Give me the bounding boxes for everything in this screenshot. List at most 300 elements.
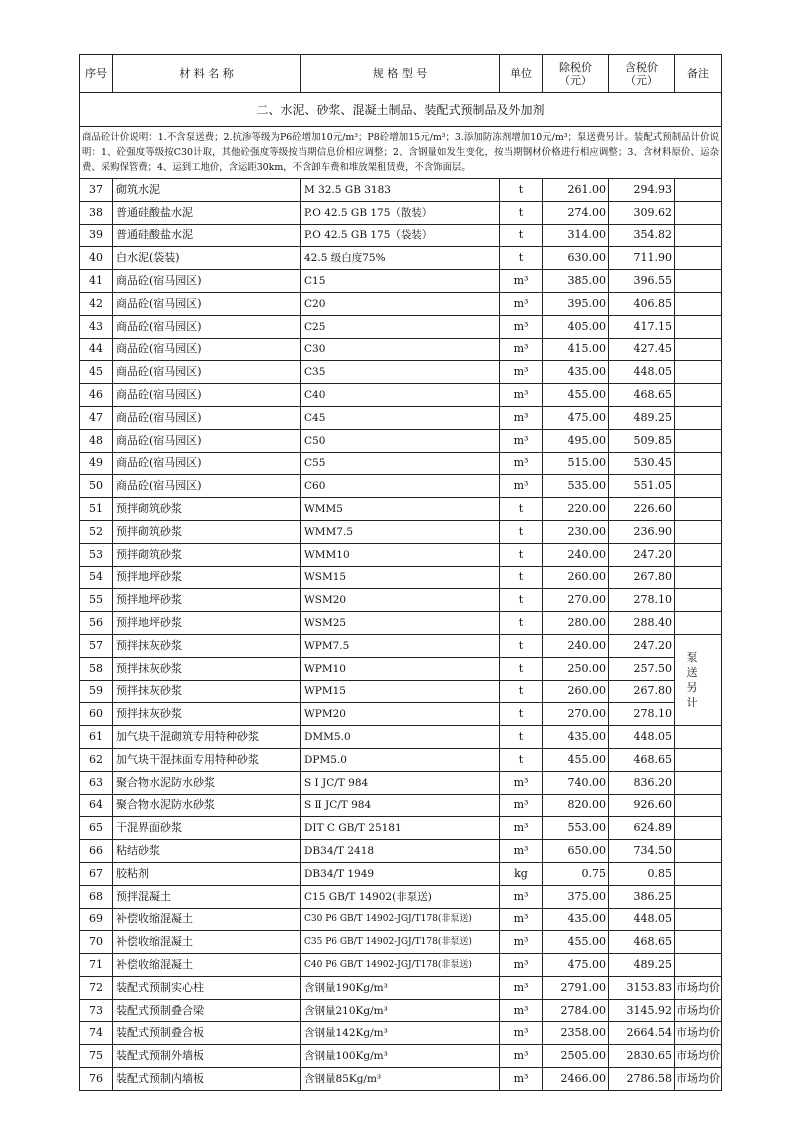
row-price-in-tax: 417.15: [609, 315, 675, 338]
row-unit: t: [500, 179, 543, 202]
row-name: 装配式预制叠合板: [113, 1022, 301, 1045]
table-row: [80, 794, 722, 817]
header-no: 序号: [80, 55, 113, 93]
row-no: 66: [80, 840, 113, 863]
row-unit: t: [500, 612, 543, 635]
row-spec: WMM5: [301, 498, 500, 521]
row-no: 64: [80, 794, 113, 817]
row-price-ex-tax: 415.00: [543, 338, 609, 361]
row-price-in-tax: 509.85: [609, 429, 675, 452]
table-row: [80, 840, 722, 863]
row-spec: C30: [301, 338, 500, 361]
row-remark: 市场均价: [675, 1045, 722, 1068]
table-row: [80, 589, 722, 612]
row-spec: WMM10: [301, 543, 500, 566]
table-row: [80, 543, 722, 566]
row-price-in-tax: 247.20: [609, 543, 675, 566]
row-unit: m³: [500, 1022, 543, 1045]
row-unit: m³: [500, 908, 543, 931]
row-name: 商品砼(宿马园区): [113, 452, 301, 475]
row-price-ex-tax: 515.00: [543, 452, 609, 475]
row-unit: kg: [500, 862, 543, 885]
row-name: 商品砼(宿马园区): [113, 429, 301, 452]
row-price-in-tax: 386.25: [609, 885, 675, 908]
table-row: [80, 406, 722, 429]
row-price-in-tax: 448.05: [609, 908, 675, 931]
row-price-in-tax: 406.85: [609, 292, 675, 315]
row-price-in-tax: 448.05: [609, 361, 675, 384]
row-no: 42: [80, 292, 113, 315]
row-remark: [675, 885, 722, 908]
row-spec: P.O 42.5 GB 175（袋装）: [301, 224, 500, 247]
row-remark: [675, 748, 722, 771]
row-no: 67: [80, 862, 113, 885]
row-name: 预拌抹灰砂浆: [113, 634, 301, 657]
row-spec: C35 P6 GB/T 14902-JGJ/T178(非泵送): [301, 931, 500, 954]
row-no: 73: [80, 999, 113, 1022]
row-name: 商品砼(宿马园区): [113, 406, 301, 429]
row-no: 75: [80, 1045, 113, 1068]
row-spec: S Ⅱ JC/T 984: [301, 794, 500, 817]
table-row: [80, 315, 722, 338]
row-unit: m³: [500, 315, 543, 338]
row-spec: 含钢量142Kg/m³: [301, 1022, 500, 1045]
row-price-in-tax: 267.80: [609, 566, 675, 589]
row-price-ex-tax: 435.00: [543, 908, 609, 931]
row-price-ex-tax: 455.00: [543, 931, 609, 954]
table-row: [80, 452, 722, 475]
table-row: [80, 201, 722, 224]
row-price-ex-tax: 314.00: [543, 224, 609, 247]
row-price-ex-tax: 435.00: [543, 726, 609, 749]
row-no: 56: [80, 612, 113, 635]
row-no: 72: [80, 976, 113, 999]
row-name: 粘结砂浆: [113, 840, 301, 863]
table-row: [80, 475, 722, 498]
row-no: 37: [80, 179, 113, 202]
table-row: [80, 931, 722, 954]
row-remark: [675, 475, 722, 498]
row-spec: C60: [301, 475, 500, 498]
table-row: [80, 885, 722, 908]
row-remark: [675, 817, 722, 840]
row-spec: DIT C GB/T 25181: [301, 817, 500, 840]
table-row: [80, 954, 722, 977]
row-price-in-tax: 468.65: [609, 384, 675, 407]
row-no: 45: [80, 361, 113, 384]
row-price-ex-tax: 395.00: [543, 292, 609, 315]
row-spec: WMM7.5: [301, 520, 500, 543]
row-remark: [675, 406, 722, 429]
table-row: [80, 999, 722, 1022]
header-remark: 备注: [675, 55, 722, 93]
row-price-ex-tax: 270.00: [543, 589, 609, 612]
row-price-in-tax: 551.05: [609, 475, 675, 498]
row-unit: t: [500, 726, 543, 749]
pricing-note-row: [80, 127, 722, 179]
row-price-ex-tax: 270.00: [543, 703, 609, 726]
row-spec: WSM15: [301, 566, 500, 589]
row-price-ex-tax: 260.00: [543, 680, 609, 703]
row-name: 装配式预制叠合梁: [113, 999, 301, 1022]
row-price-ex-tax: 240.00: [543, 543, 609, 566]
row-price-ex-tax: 820.00: [543, 794, 609, 817]
row-price-in-tax: 530.45: [609, 452, 675, 475]
row-price-in-tax: 0.85: [609, 862, 675, 885]
row-unit: t: [500, 748, 543, 771]
row-name: 商品砼(宿马园区): [113, 315, 301, 338]
row-no: 39: [80, 224, 113, 247]
row-unit: m³: [500, 771, 543, 794]
section-title-row: [80, 93, 722, 127]
row-no: 49: [80, 452, 113, 475]
row-name: 胶粘剂: [113, 862, 301, 885]
row-unit: m³: [500, 976, 543, 999]
row-price-ex-tax: 2466.00: [543, 1068, 609, 1091]
row-no: 55: [80, 589, 113, 612]
row-spec: DMM5.0: [301, 726, 500, 749]
row-name: 补偿收缩混凝土: [113, 908, 301, 931]
row-no: 47: [80, 406, 113, 429]
table-row: [80, 976, 722, 999]
row-spec: C40 P6 GB/T 14902-JGJ/T178(非泵送): [301, 954, 500, 977]
row-remark: [675, 520, 722, 543]
row-spec: C15: [301, 270, 500, 293]
table-body: [80, 179, 722, 1091]
table-row: [80, 361, 722, 384]
row-no: 74: [80, 1022, 113, 1045]
row-spec: M 32.5 GB 3183: [301, 179, 500, 202]
table-row: [80, 703, 722, 726]
row-price-ex-tax: 230.00: [543, 520, 609, 543]
row-price-ex-tax: 274.00: [543, 201, 609, 224]
header-price-ex-tax: 除税价（元）: [543, 55, 609, 93]
row-spec: WPM10: [301, 657, 500, 680]
row-unit: m³: [500, 954, 543, 977]
row-spec: 含钢量190Kg/m³: [301, 976, 500, 999]
row-name: 预拌抹灰砂浆: [113, 703, 301, 726]
row-unit: m³: [500, 931, 543, 954]
row-name: 普通硅酸盐水泥: [113, 201, 301, 224]
row-unit: m³: [500, 338, 543, 361]
row-name: 预拌抹灰砂浆: [113, 657, 301, 680]
row-price-ex-tax: 495.00: [543, 429, 609, 452]
row-name: 预拌地坪砂浆: [113, 566, 301, 589]
table-header-row: [80, 55, 722, 93]
row-no: 44: [80, 338, 113, 361]
row-price-ex-tax: 280.00: [543, 612, 609, 635]
row-unit: t: [500, 498, 543, 521]
row-no: 52: [80, 520, 113, 543]
table-row: [80, 680, 722, 703]
row-unit: m³: [500, 999, 543, 1022]
header-price-in-tax: 含税价（元）: [609, 55, 675, 93]
row-price-in-tax: 309.62: [609, 201, 675, 224]
row-name: 补偿收缩混凝土: [113, 931, 301, 954]
table-row: [80, 1022, 722, 1045]
row-no: 41: [80, 270, 113, 293]
row-remark: [675, 201, 722, 224]
row-remark: [675, 840, 722, 863]
row-remark: 市场均价: [675, 1068, 722, 1091]
row-name: 预拌砌筑砂浆: [113, 543, 301, 566]
row-no: 40: [80, 247, 113, 270]
row-name: 商品砼(宿马园区): [113, 270, 301, 293]
table-row: [80, 726, 722, 749]
row-price-ex-tax: 2358.00: [543, 1022, 609, 1045]
row-name: 预拌抹灰砂浆: [113, 680, 301, 703]
row-price-in-tax: 278.10: [609, 589, 675, 612]
row-price-ex-tax: 2505.00: [543, 1045, 609, 1068]
row-unit: m³: [500, 794, 543, 817]
row-no: 61: [80, 726, 113, 749]
row-name: 预拌地坪砂浆: [113, 589, 301, 612]
row-no: 54: [80, 566, 113, 589]
row-spec: WPM15: [301, 680, 500, 703]
merged-remark-text: 泵送另计: [686, 651, 710, 710]
row-no: 76: [80, 1068, 113, 1091]
row-name: 预拌地坪砂浆: [113, 612, 301, 635]
row-price-in-tax: 836.20: [609, 771, 675, 794]
row-price-in-tax: 3145.92: [609, 999, 675, 1022]
row-name: 加气块干混抹面专用特种砂浆: [113, 748, 301, 771]
row-price-ex-tax: 220.00: [543, 498, 609, 521]
row-name: 预拌砌筑砂浆: [113, 520, 301, 543]
row-price-in-tax: 489.25: [609, 406, 675, 429]
row-spec: C55: [301, 452, 500, 475]
row-price-ex-tax: 455.00: [543, 384, 609, 407]
row-name: 补偿收缩混凝土: [113, 954, 301, 977]
row-no: 60: [80, 703, 113, 726]
table-row: [80, 179, 722, 202]
row-price-in-tax: 236.90: [609, 520, 675, 543]
header-name: 材 料 名 称: [113, 55, 301, 93]
row-price-in-tax: 257.50: [609, 657, 675, 680]
table-row: [80, 1068, 722, 1091]
row-price-in-tax: 294.93: [609, 179, 675, 202]
row-spec: C25: [301, 315, 500, 338]
row-price-ex-tax: 553.00: [543, 817, 609, 840]
table-row: [80, 224, 722, 247]
row-remark: [675, 908, 722, 931]
row-remark: [675, 589, 722, 612]
row-unit: m³: [500, 817, 543, 840]
row-price-ex-tax: 260.00: [543, 566, 609, 589]
row-no: 46: [80, 384, 113, 407]
row-no: 51: [80, 498, 113, 521]
row-remark: [675, 429, 722, 452]
row-name: 商品砼(宿马园区): [113, 475, 301, 498]
row-spec: C30 P6 GB/T 14902-JGJ/T178(非泵送): [301, 908, 500, 931]
table-row: [80, 292, 722, 315]
row-spec: C20: [301, 292, 500, 315]
row-price-ex-tax: 405.00: [543, 315, 609, 338]
row-name: 白水泥(袋装): [113, 247, 301, 270]
merged-remark-pump: [675, 634, 722, 725]
row-spec: WPM20: [301, 703, 500, 726]
row-remark: [675, 612, 722, 635]
row-name: 商品砼(宿马园区): [113, 384, 301, 407]
row-remark: [675, 543, 722, 566]
row-price-ex-tax: 475.00: [543, 406, 609, 429]
row-price-ex-tax: 375.00: [543, 885, 609, 908]
row-remark: [675, 384, 722, 407]
row-remark: [675, 498, 722, 521]
row-price-in-tax: 2830.65: [609, 1045, 675, 1068]
row-price-in-tax: 624.89: [609, 817, 675, 840]
row-spec: WSM25: [301, 612, 500, 635]
row-name: 商品砼(宿马园区): [113, 338, 301, 361]
row-no: 58: [80, 657, 113, 680]
row-price-in-tax: 2786.58: [609, 1068, 675, 1091]
price-table: [79, 54, 722, 1091]
row-remark: [675, 247, 722, 270]
row-name: 商品砼(宿马园区): [113, 361, 301, 384]
row-price-ex-tax: 385.00: [543, 270, 609, 293]
table-row: [80, 612, 722, 635]
table-row: [80, 247, 722, 270]
row-remark: [675, 566, 722, 589]
row-no: 57: [80, 634, 113, 657]
row-price-in-tax: 448.05: [609, 726, 675, 749]
row-no: 65: [80, 817, 113, 840]
row-remark: [675, 931, 722, 954]
row-price-in-tax: 2664.54: [609, 1022, 675, 1045]
row-spec: 含钢量210Kg/m³: [301, 999, 500, 1022]
section-title: 二、水泥、砂浆、混凝土制品、装配式预制品及外加剂: [80, 93, 722, 127]
table-row: [80, 634, 722, 657]
row-price-in-tax: 267.80: [609, 680, 675, 703]
row-unit: t: [500, 224, 543, 247]
row-remark: [675, 338, 722, 361]
row-no: 43: [80, 315, 113, 338]
row-unit: t: [500, 657, 543, 680]
row-spec: DB34/T 1949: [301, 862, 500, 885]
table-row: [80, 338, 722, 361]
row-unit: t: [500, 543, 543, 566]
table-row: [80, 429, 722, 452]
table-row: [80, 566, 722, 589]
row-price-in-tax: 427.45: [609, 338, 675, 361]
row-name: 聚合物水泥防水砂浆: [113, 771, 301, 794]
table-row: [80, 520, 722, 543]
row-price-ex-tax: 535.00: [543, 475, 609, 498]
row-spec: C35: [301, 361, 500, 384]
row-price-in-tax: 489.25: [609, 954, 675, 977]
row-unit: t: [500, 634, 543, 657]
row-no: 63: [80, 771, 113, 794]
row-price-ex-tax: 435.00: [543, 361, 609, 384]
row-no: 62: [80, 748, 113, 771]
row-price-ex-tax: 455.00: [543, 748, 609, 771]
row-name: 干混界面砂浆: [113, 817, 301, 840]
row-price-in-tax: 468.65: [609, 931, 675, 954]
row-price-in-tax: 711.90: [609, 247, 675, 270]
row-price-in-tax: 3153.83: [609, 976, 675, 999]
row-price-in-tax: 396.55: [609, 270, 675, 293]
row-price-ex-tax: 250.00: [543, 657, 609, 680]
row-remark: 市场均价: [675, 1022, 722, 1045]
row-unit: m³: [500, 885, 543, 908]
row-spec: WSM20: [301, 589, 500, 612]
row-spec: C40: [301, 384, 500, 407]
row-unit: m³: [500, 292, 543, 315]
row-remark: [675, 954, 722, 977]
row-name: 装配式预制实心柱: [113, 976, 301, 999]
row-spec: P.O 42.5 GB 175（散装）: [301, 201, 500, 224]
pricing-note: 商品砼计价说明：1.不含泵送费；2.抗渗等级为P6砼增加10元/m³；P8砼增加15元/m³；3.添加防冻剂增加10元/m³；泵送费另计。装配式预制品计价说明：1、砼强度等级按C30计取，其他砼强度等级按当期信息价相应调整；2、含钢量如发生变化，按当期钢材价格进行相应调整；3、含材料原价、运杂费、采购保管费；4、运到工地价，含运距30km，不含卸车费和堆放架租赁费，不含饰面层。: [80, 127, 722, 179]
row-unit: m³: [500, 384, 543, 407]
row-name: 商品砼(宿马园区): [113, 292, 301, 315]
row-price-in-tax: 278.10: [609, 703, 675, 726]
header-unit: 单位: [500, 55, 543, 93]
row-no: 70: [80, 931, 113, 954]
table-row: [80, 498, 722, 521]
row-unit: m³: [500, 429, 543, 452]
row-price-ex-tax: 630.00: [543, 247, 609, 270]
row-remark: [675, 726, 722, 749]
row-price-in-tax: 288.40: [609, 612, 675, 635]
row-no: 68: [80, 885, 113, 908]
row-spec: WPM7.5: [301, 634, 500, 657]
row-remark: [675, 315, 722, 338]
row-price-ex-tax: 475.00: [543, 954, 609, 977]
table-row: [80, 908, 722, 931]
row-name: 预拌混凝土: [113, 885, 301, 908]
row-unit: t: [500, 703, 543, 726]
row-unit: t: [500, 680, 543, 703]
row-spec: C50: [301, 429, 500, 452]
row-remark: 市场均价: [675, 976, 722, 999]
row-spec: S Ⅰ JC/T 984: [301, 771, 500, 794]
row-unit: t: [500, 566, 543, 589]
row-price-in-tax: 468.65: [609, 748, 675, 771]
row-unit: m³: [500, 270, 543, 293]
row-unit: t: [500, 520, 543, 543]
row-no: 50: [80, 475, 113, 498]
row-spec: 42.5 级白度75%: [301, 247, 500, 270]
row-no: 53: [80, 543, 113, 566]
row-price-in-tax: 247.20: [609, 634, 675, 657]
row-no: 48: [80, 429, 113, 452]
row-remark: [675, 224, 722, 247]
table-row: [80, 771, 722, 794]
row-unit: m³: [500, 361, 543, 384]
table-row: [80, 817, 722, 840]
table-row: [80, 384, 722, 407]
row-remark: 市场均价: [675, 999, 722, 1022]
table-row: [80, 657, 722, 680]
header-spec: 规 格 型 号: [301, 55, 500, 93]
row-spec: DB34/T 2418: [301, 840, 500, 863]
row-remark: [675, 179, 722, 202]
row-price-in-tax: 354.82: [609, 224, 675, 247]
row-name: 聚合物水泥防水砂浆: [113, 794, 301, 817]
row-name: 普通硅酸盐水泥: [113, 224, 301, 247]
table-row: [80, 1045, 722, 1068]
row-no: 59: [80, 680, 113, 703]
row-name: 装配式预制外墙板: [113, 1045, 301, 1068]
row-remark: [675, 452, 722, 475]
row-unit: m³: [500, 475, 543, 498]
row-unit: m³: [500, 1045, 543, 1068]
row-name: 预拌砌筑砂浆: [113, 498, 301, 521]
row-unit: m³: [500, 1068, 543, 1091]
row-price-in-tax: 926.60: [609, 794, 675, 817]
row-spec: DPM5.0: [301, 748, 500, 771]
table-row: [80, 748, 722, 771]
row-spec: C15 GB/T 14902(非泵送): [301, 885, 500, 908]
